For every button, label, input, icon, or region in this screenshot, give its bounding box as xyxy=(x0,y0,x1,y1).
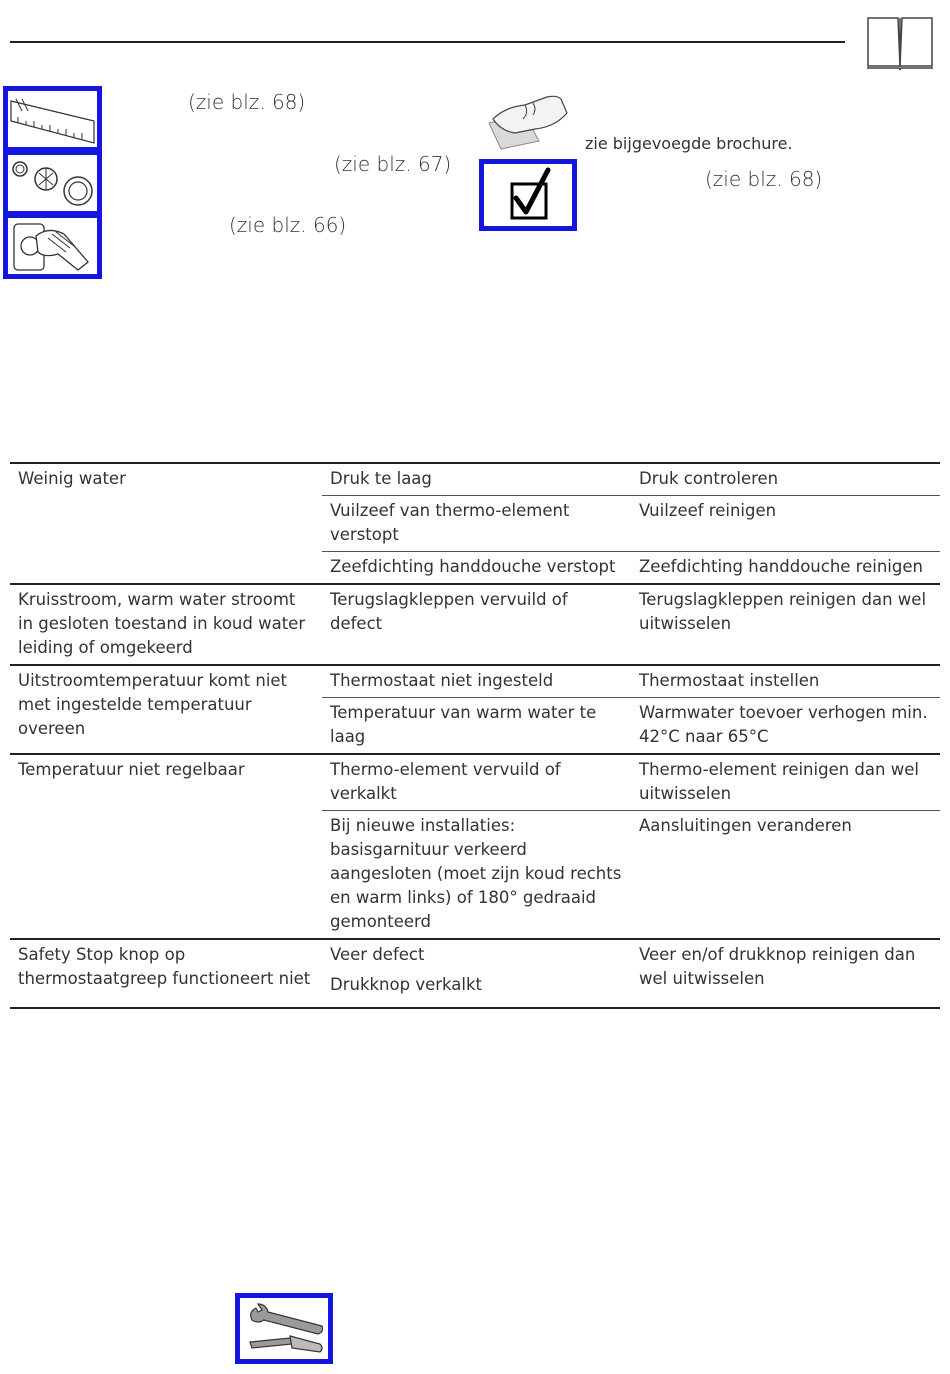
remedy-cell: Aansluitingen veranderen xyxy=(631,811,940,940)
remedy-cell: Vuilzeef reinigen xyxy=(631,496,940,552)
troubleshooting-table xyxy=(10,462,940,1009)
cause-cell: Thermostaat niet ingesteld xyxy=(322,665,631,698)
cause-cell: Druk te laag xyxy=(322,463,631,496)
cause-item: Drukknop verkalkt xyxy=(330,975,483,994)
problem-cell: Temperatuur niet regelbaar xyxy=(10,754,322,939)
remedy-cell: Thermo-element reinigen dan wel uitwisselen xyxy=(631,754,940,811)
checkbox-page-ref: (zie blz. 68) xyxy=(705,167,823,191)
cartridge-parts-icon xyxy=(3,150,102,216)
ruler-icon xyxy=(3,86,102,152)
remedy-cell: Druk controleren xyxy=(631,463,940,496)
remedy-cell: Terugslagkleppen reinigen dan wel uitwisselen xyxy=(631,584,940,665)
hand-cleaning-icon xyxy=(485,93,573,153)
cause-cell: Terugslagkleppen vervuild of defect xyxy=(322,584,631,665)
remedy-cell: Veer en/of drukknop reinigen dan wel uitwisselen xyxy=(631,939,940,1008)
table-row xyxy=(10,754,940,811)
problem-cell: Kruisstroom, warm water stroomt in gesloten toestand in koud water leiding of omgekeerd xyxy=(10,584,322,665)
cause-cell: Temperatuur van warm water te laag xyxy=(322,698,631,755)
cause-cell xyxy=(322,939,631,1008)
wrench-screwdriver-icon xyxy=(235,1293,333,1364)
cause-cell: Zeefdichting handdouche verstopt xyxy=(322,552,631,585)
remedy-cell: Warmwater toevoer verhogen min. 42°C naar 65°C xyxy=(631,698,940,755)
brochure-ref: zie bijgevoegde brochure. xyxy=(585,134,793,153)
ruler-page-ref: (zie blz. 68) xyxy=(188,90,306,114)
checkmark-box-icon xyxy=(479,159,577,231)
header-rule xyxy=(10,41,845,43)
cartridge-page-ref: (zie blz. 67) xyxy=(334,152,452,176)
table-row xyxy=(10,463,940,496)
table-row xyxy=(10,939,940,1008)
hand-on-knob-icon xyxy=(3,213,102,279)
book-icon xyxy=(866,14,934,72)
problem-cell: Safety Stop knop op thermostaatgreep functioneert niet xyxy=(10,939,322,1008)
remedy-cell: Thermostaat instellen xyxy=(631,665,940,698)
cause-cell: Thermo-element vervuild of verkalkt xyxy=(322,754,631,811)
cause-cell: Vuilzeef van thermo-element verstopt xyxy=(322,496,631,552)
problem-cell: Weinig water xyxy=(10,463,322,584)
cause-item: Veer defect xyxy=(330,945,425,964)
table-row xyxy=(10,665,940,698)
table-row xyxy=(10,584,940,665)
remedy-cell: Zeefdichting handdouche reinigen xyxy=(631,552,940,585)
cause-cell: Bij nieuwe installaties: basisgarnituur verkeerd aangesloten (moet zijn koud rechts en warm links) of 180° gedraaid gemonteerd xyxy=(322,811,631,940)
knob-page-ref: (zie blz. 66) xyxy=(229,213,347,237)
problem-cell: Uitstroomtemperatuur komt niet met ingestelde temperatuur overeen xyxy=(10,665,322,754)
